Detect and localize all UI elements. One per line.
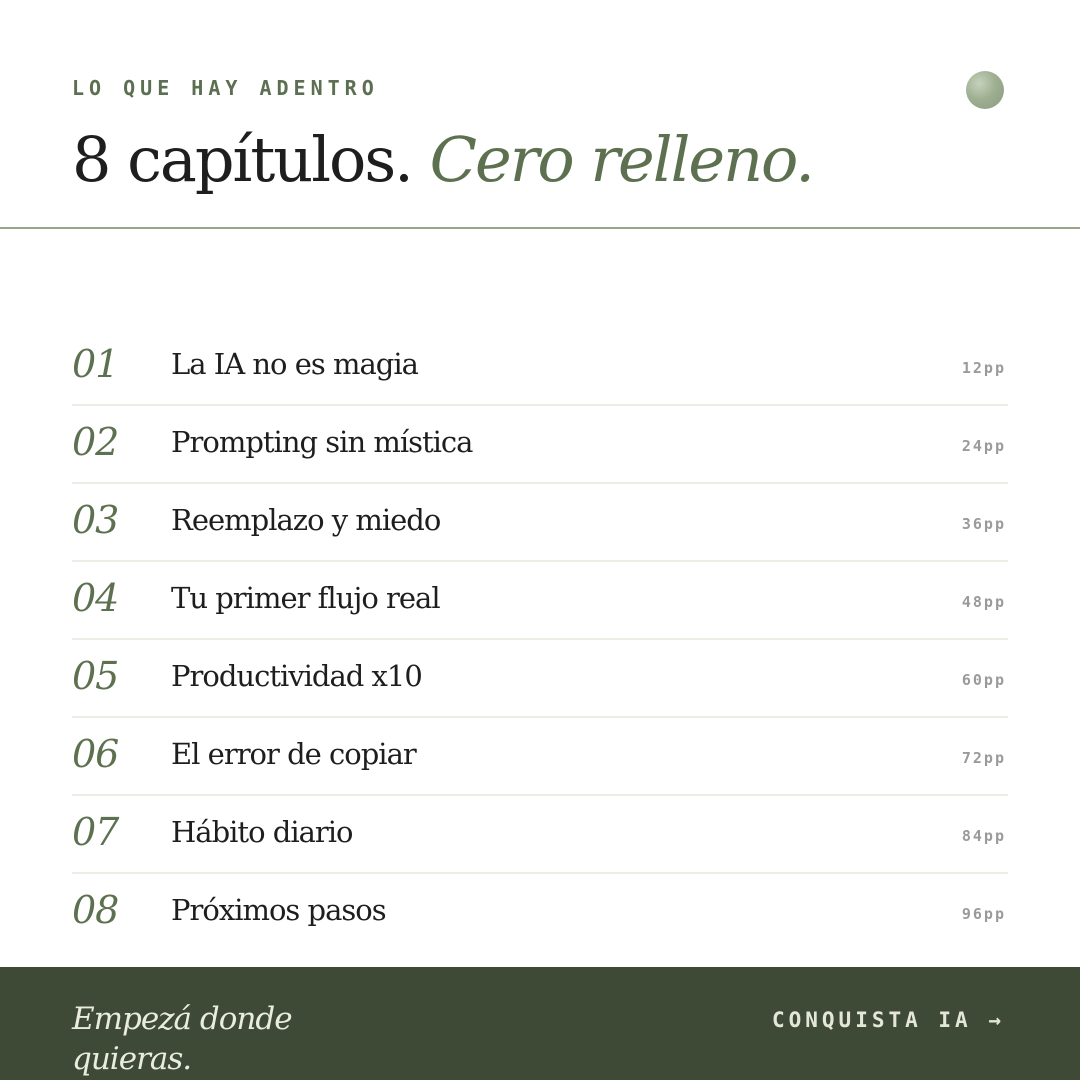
chapter-item-06[interactable] xyxy=(72,718,1008,796)
page-title xyxy=(72,122,813,198)
chapter-number: 01 xyxy=(72,342,119,386)
chapter-item-08[interactable] xyxy=(72,874,1008,952)
chapter-item-04[interactable] xyxy=(72,562,1008,640)
chapter-number: 02 xyxy=(72,420,119,464)
chapter-pages: 48pp xyxy=(961,593,1006,611)
chapter-item-01[interactable] xyxy=(72,328,1008,406)
chapter-item-05[interactable] xyxy=(72,640,1008,718)
chapter-title: Productividad x10 xyxy=(171,659,422,693)
footer-bar xyxy=(0,967,1080,1080)
chapter-number: 04 xyxy=(72,576,119,620)
chapter-item-03[interactable] xyxy=(72,484,1008,562)
chapter-number: 05 xyxy=(72,654,119,698)
chapter-pages: 72pp xyxy=(961,749,1006,767)
chapter-pages: 96pp xyxy=(961,905,1006,923)
chapter-title: Próximos pasos xyxy=(171,893,386,927)
chapter-list xyxy=(72,328,1008,952)
chapter-item-07[interactable] xyxy=(72,796,1008,874)
chapter-pages: 12pp xyxy=(961,359,1006,377)
chapter-pages: 60pp xyxy=(961,671,1006,689)
chapter-title: Tu primer flujo real xyxy=(171,581,440,615)
header-divider xyxy=(0,227,1080,229)
footer-tagline: Empezá donde quieras. xyxy=(72,1001,292,1077)
chapter-title: Reemplazo y miedo xyxy=(171,503,441,537)
brand-link[interactable]: CONQUISTA IA → xyxy=(771,1008,1005,1032)
chapter-title: Prompting sin mística xyxy=(171,425,473,459)
chapter-number: 03 xyxy=(72,498,119,542)
chapter-number: 08 xyxy=(72,888,119,932)
chapter-title: La IA no es magia xyxy=(171,347,418,381)
decorative-dot-icon xyxy=(966,71,1004,109)
chapter-title: Hábito diario xyxy=(171,815,353,849)
headline-main: 8 capítulos. xyxy=(72,123,412,196)
headline-accent: Cero relleno. xyxy=(429,123,813,196)
chapter-item-02[interactable] xyxy=(72,406,1008,484)
chapter-pages: 84pp xyxy=(961,827,1006,845)
chapter-number: 07 xyxy=(72,810,119,854)
chapter-pages: 24pp xyxy=(961,437,1006,455)
chapter-title: El error de copiar xyxy=(171,737,416,771)
section-eyebrow: LO QUE HAY ADENTRO xyxy=(72,76,379,100)
chapter-number: 06 xyxy=(72,732,119,776)
chapter-pages: 36pp xyxy=(961,515,1006,533)
